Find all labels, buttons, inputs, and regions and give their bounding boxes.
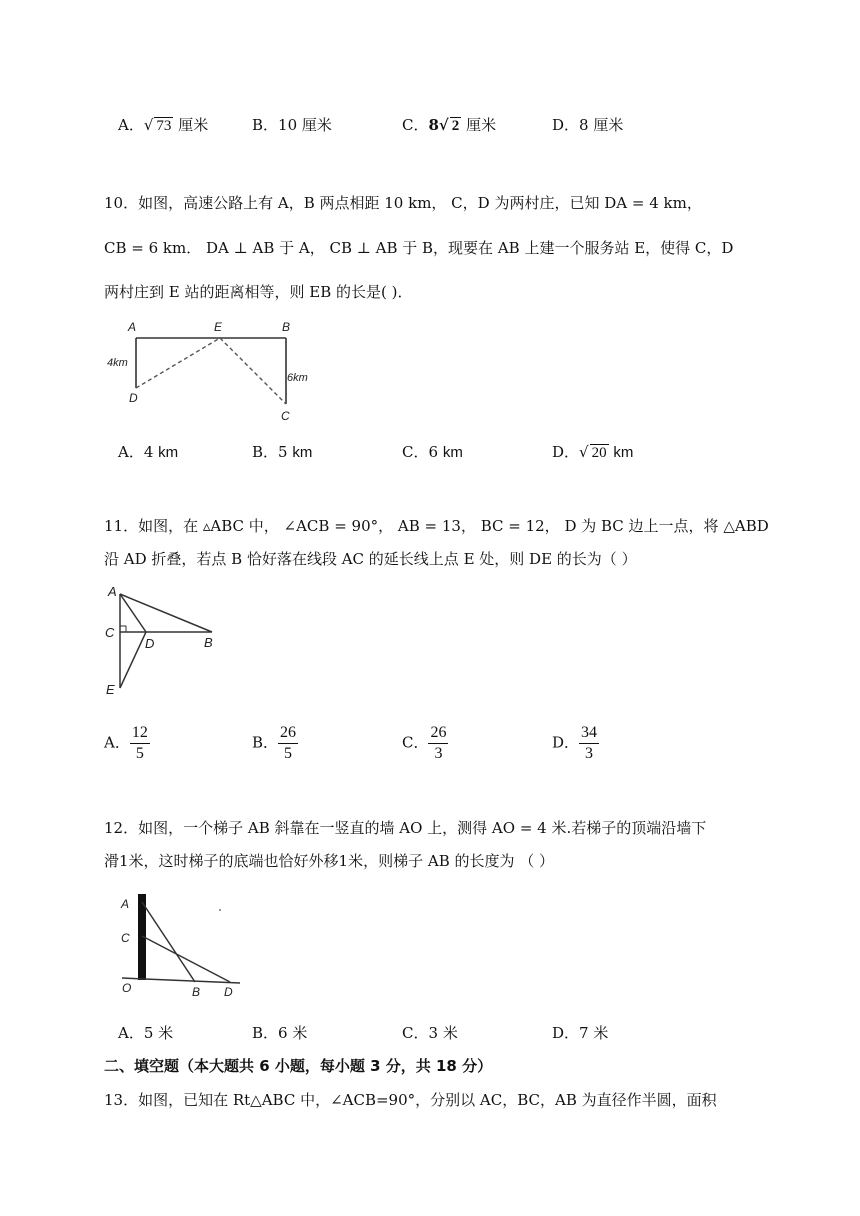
q10-segment-de [136,338,220,388]
q12-label-b: B [192,985,201,999]
q12-line1: 12．如图，一个梯子 AB 斜靠在一竖直的墙 AO 上，测得 AO = 4 米.若梯子的顶端沿墙下 [104,819,707,837]
q12-option-c: C．3 米 [402,1024,458,1042]
q11-label-c: C [105,625,115,640]
q9-option-d: D．8 厘米 [552,116,624,134]
section-fill-in-heading: 二、填空题（本大题共 6 小题，每小题 3 分，共 18 分） [104,1057,493,1075]
q11-label-d: D [145,636,155,651]
q10-label-e: E [214,320,223,334]
q9-option-a: A．√ 73 厘米 [118,116,209,134]
q10-label-c: C [281,409,290,423]
q9-option-c: C．8√ 2 厘米 [402,116,497,134]
q10-figure [100,318,340,428]
q10-label-b: B [282,320,291,334]
q12-speck [219,909,221,911]
q10-label-d: D [129,391,138,405]
q12-figure [100,888,260,1003]
q12-option-a: A．5 米 [118,1024,174,1042]
q12-option-d: D．7 米 [552,1024,609,1042]
q12-label-c: C [121,931,130,945]
q12-label-a: A [121,897,130,911]
q12-label-o: O [122,981,132,995]
q12-option-b: B．6 米 [252,1024,308,1042]
q10-line2: CB = 6 km． DA ⊥ AB 于 A， CB ⊥ AB 于 B，现要在 AB 上建一个服务站 E，使得 C，D [104,239,734,257]
q13-line1: 13．如图，已知在 Rt△ABC 中，∠ACB=90°，分别以 AC，BC，AB 为直径作半圆，面积 [104,1091,717,1109]
q11-right-angle-mark [120,626,126,632]
q9-option-b: B．10 厘米 [252,116,332,134]
q10-label-6km: 6km [287,372,308,384]
q11-figure [100,582,230,700]
q11-segment-de [120,632,146,688]
q11-option-b: B． $\frac{26}{5}$ [252,724,297,762]
q11-option-c: C． $\frac{26}{3}$ [402,724,447,762]
q12-line2: 滑1米，这时梯子的底端也恰好外移1米，则梯子 AB 的长度为 （ ） [104,852,555,870]
q10-option-b: B．5 km [252,443,313,461]
q10-label-4km: 4km [107,357,128,369]
q11-option-a: A． $\frac{12}{5}$ [104,724,148,762]
q10-line3: 两村庄到 E 站的距离相等，则 EB 的长是( )． [104,283,413,301]
q11-label-e: E [106,682,115,697]
q10-line1: 10．如图，高速公路上有 A，B 两点相距 10 km， C，D 为两村庄，已知 DA = 4 km， [104,194,702,212]
q10-option-d: D．√ 20 km [552,443,634,461]
q10-label-a: A [128,320,137,334]
q11-label-a: A [108,584,117,599]
q11-label-b: B [204,635,213,650]
q10-segment-ec [220,338,286,404]
q11-line2: 沿 AD 折叠，若点 B 恰好落在线段 AC 的延长线上点 E 处，则 DE 的长为（ ） [104,550,637,568]
q10-option-a: A．4 km [118,443,179,461]
q11-line1: 11．如图，在 ▵ABC 中， ∠ACB = 90°， AB = 13， BC = 12， D 为 BC 边上一点，将 △ABD [104,517,769,535]
q12-ladder-cd [142,936,230,982]
q11-option-d: D． $\frac{34}{3}$ [552,724,598,762]
q10-option-c: C．6 km [402,443,463,461]
q12-ladder-ab [142,902,195,982]
q12-label-d: D [224,985,233,999]
